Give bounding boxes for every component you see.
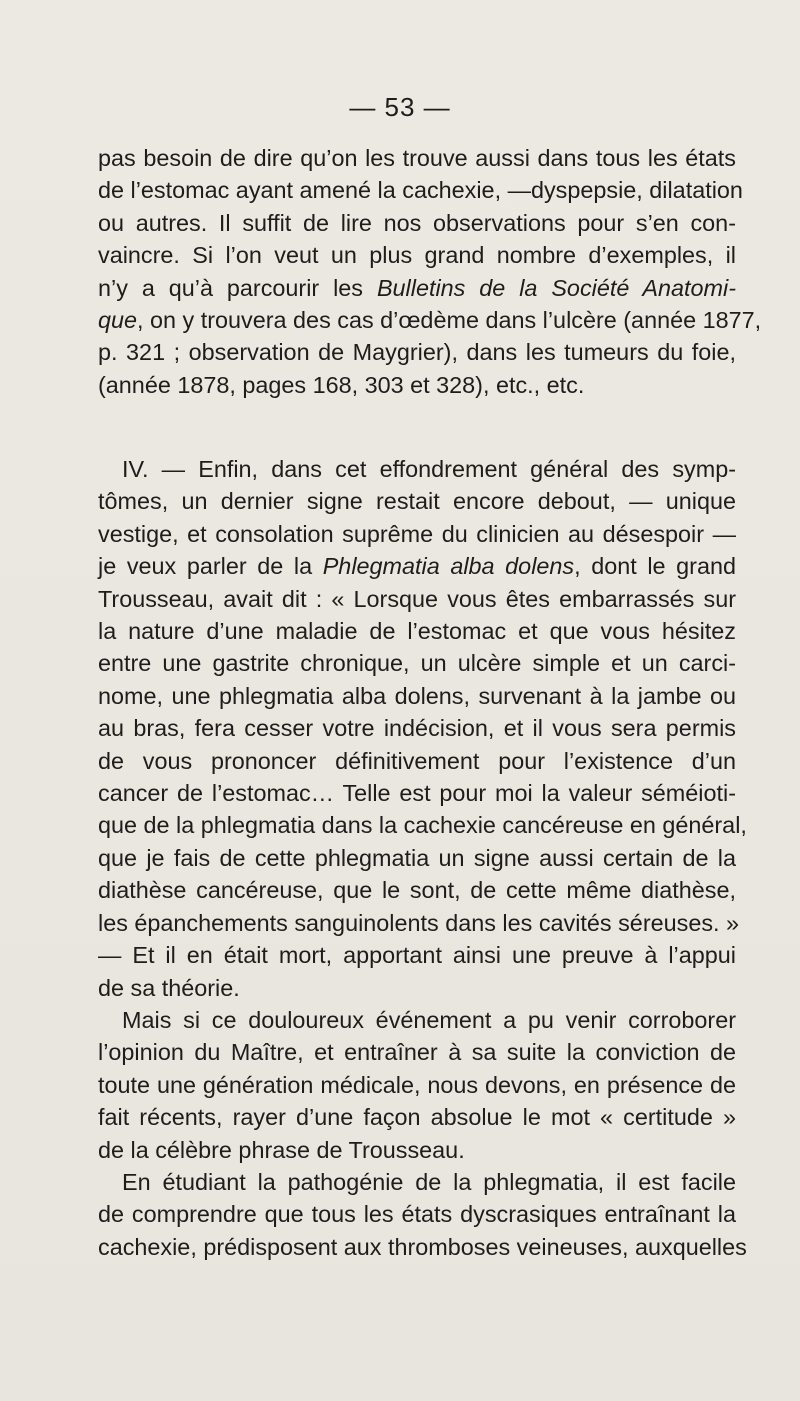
text-line: p. 321 ; observation de Maygrier), dans les tumeurs du foie, xyxy=(98,339,736,366)
text-line: de sa théorie. xyxy=(98,974,240,1001)
text-line: pas besoin de dire qu’on les trouve aussi dans tous les états xyxy=(98,145,736,171)
text-run: n’y a qu’à parcourir les xyxy=(98,274,377,301)
text-run: , on y trouvera des cas d’œdème dans l’ulcère (année 1877, xyxy=(137,307,762,334)
text-line xyxy=(98,304,762,336)
text-line: nome, une phlegmatia alba dolens, survenant à la jambe ou xyxy=(98,682,736,709)
text-line: les épanchements sanguinolents dans les cavités séreuses. » xyxy=(98,909,740,936)
text-line: IV. — Enfin, dans cet effondrement général des symp- xyxy=(122,456,736,482)
text-line: vaincre. Si l’on veut un plus grand nombre d’exemples, il xyxy=(98,242,736,269)
text-line: ou autres. Il suffit de lire nos observations pour s’en con- xyxy=(98,209,736,236)
text-run: je veux parler de la xyxy=(98,553,323,580)
text-line: Trousseau, avait dit : « Lorsque vous êtes embarrassés sur xyxy=(98,585,736,612)
text-run: , dont le grand xyxy=(574,553,736,580)
text-line: toute une génération médicale, nous devons, en présence de xyxy=(98,1071,736,1098)
text-line: au bras, fera cesser votre indécision, et il vous sera permis xyxy=(98,715,736,742)
text-line: que je fais de cette phlegmatia un signe aussi certain de la xyxy=(98,844,736,871)
text-line: de comprendre que tous les états dyscrasiques entraînant la xyxy=(98,1201,736,1228)
italic-title: que xyxy=(98,307,138,334)
text-line: entre une gastrite chronique, un ulcère simple et un carci- xyxy=(98,650,736,677)
italic-term: Phlegmatia alba dolens xyxy=(322,553,575,580)
text-line: l’opinion du Maître, et entraîner à sa suite la conviction de xyxy=(98,1039,736,1066)
paragraph-2 xyxy=(98,453,747,1263)
text-line xyxy=(98,550,736,582)
text-line: fait récents, rayer d’une façon absolue le mot « certitude » xyxy=(98,1104,736,1131)
text-line xyxy=(98,272,736,304)
paragraph-1 xyxy=(98,142,762,401)
text-line: tômes, un dernier signe restait encore debout, — unique xyxy=(98,488,736,515)
page-number: — 53 — xyxy=(349,92,451,122)
text-line: la nature d’une maladie de l’estomac et que vous hésitez xyxy=(98,618,736,645)
text-line: — Et il en était mort, apportant ainsi une preuve à l’appui xyxy=(98,942,736,969)
text-line: de la célèbre phrase de Trousseau. xyxy=(98,1136,465,1163)
text-line: diathèse cancéreuse, que le sont, de cette même diathèse, xyxy=(98,877,736,904)
text-line: de l’estomac ayant amené la cachexie, —dyspepsie, dilatation xyxy=(98,177,743,204)
text-line: Mais si ce douloureux événement a pu venir corroborer xyxy=(122,1006,736,1033)
text-line: vestige, et consolation suprême du clinicien au désespoir — xyxy=(98,520,736,547)
text-line: cancer de l’estomac… Telle est pour moi la valeur séméioti- xyxy=(98,780,736,807)
italic-title: Bulletins de la Société Anatomi- xyxy=(376,274,736,301)
text-line: cachexie, prédisposent aux thromboses veineuses, auxquelles xyxy=(98,1233,747,1260)
text-line: (année 1878, pages 168, 303 et 328), etc., etc. xyxy=(98,371,585,398)
text-line: En étudiant la pathogénie de la phlegmatia, il est facile xyxy=(122,1168,736,1195)
text-line: de vous prononcer définitivement pour l’existence d’un xyxy=(98,747,736,774)
text-line: que de la phlegmatia dans la cachexie cancéreuse en général, xyxy=(98,812,747,839)
